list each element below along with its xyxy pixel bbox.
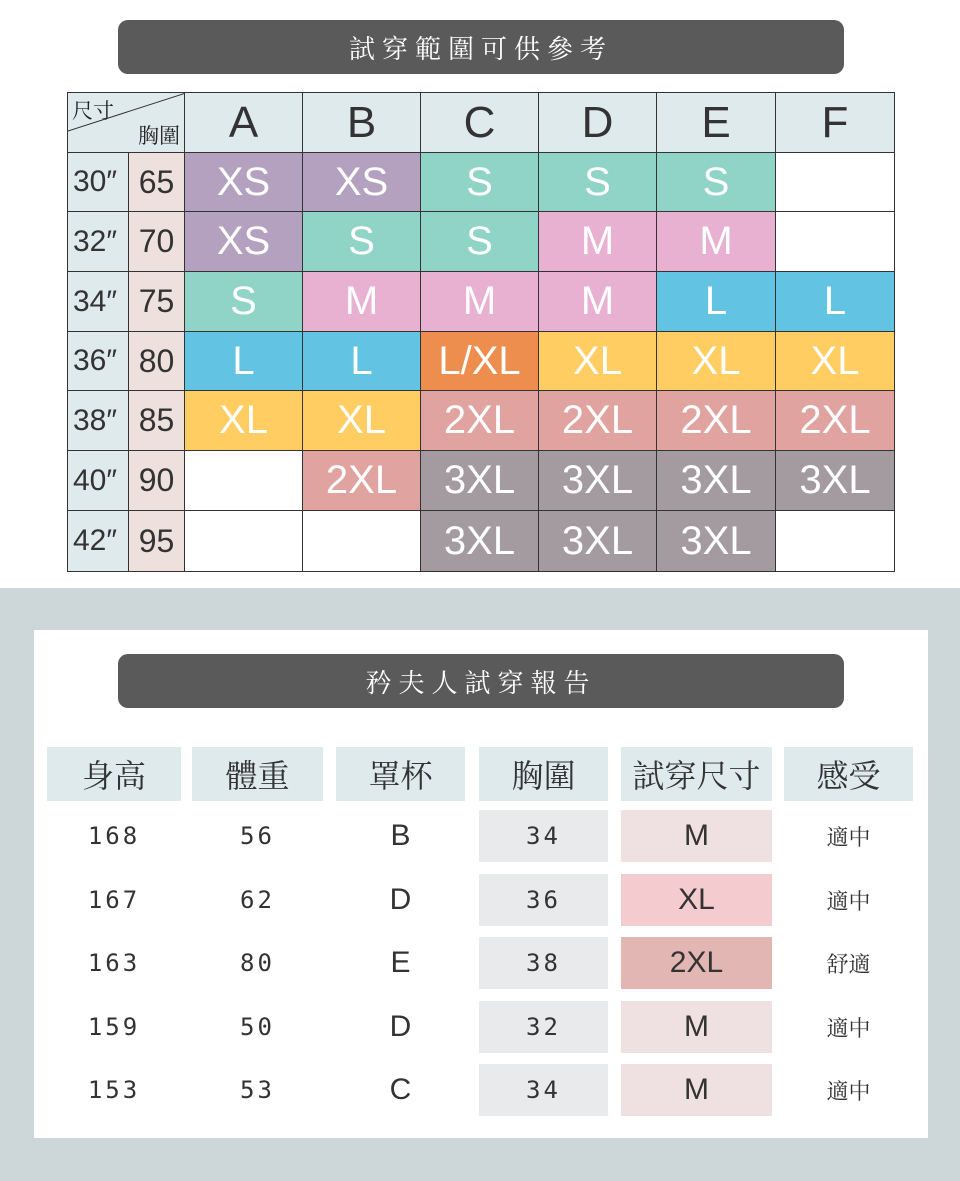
size-cell: 2XL — [302, 450, 421, 511]
cup-value: B — [390, 819, 411, 852]
size-cell: XL — [775, 331, 895, 391]
band-size-label: 36″ — [67, 331, 129, 391]
report-card — [34, 630, 928, 1138]
cup-value: D — [389, 883, 412, 916]
band-size-label: 38″ — [67, 390, 129, 451]
size-cell: 2XL — [656, 390, 776, 451]
size-cell: S — [656, 152, 776, 212]
size-cell: 3XL — [420, 450, 539, 511]
band-size-label: 30″ — [67, 152, 129, 212]
size-cell — [775, 510, 895, 572]
size-cell: 3XL — [656, 450, 776, 511]
size-cell: 2XL — [538, 390, 657, 451]
header-cup: 罩杯 — [336, 747, 465, 801]
size-cell: XL — [302, 390, 421, 451]
feeling-value: 適中 — [826, 825, 871, 851]
corner-label-bust: 胸圍 — [138, 124, 180, 148]
size-cell: S — [538, 152, 657, 212]
height-value: 159 — [87, 1013, 141, 1041]
size-cell: M — [656, 211, 776, 272]
height-value: 153 — [87, 1076, 141, 1104]
band-size-label: 42″ — [67, 510, 129, 572]
feeling-value: 舒適 — [826, 952, 871, 978]
cup-value: D — [389, 1010, 412, 1043]
size-cell: L/XL — [420, 331, 539, 391]
size-cell: XL — [184, 390, 303, 451]
cup-header-b: B — [302, 92, 421, 153]
bust-value: 34 — [479, 810, 608, 862]
weight-value: 56 — [240, 822, 275, 850]
header-fit-size: 試穿尺寸 — [621, 747, 772, 801]
cup-header-a: A — [184, 92, 303, 153]
size-cell: 3XL — [538, 510, 657, 572]
report-section — [0, 588, 960, 1181]
bust-label: 65 — [128, 152, 185, 212]
bust-label: 75 — [128, 271, 185, 332]
size-cell — [184, 450, 303, 511]
size-cell: 2XL — [775, 390, 895, 451]
header-weight: 體重 — [192, 747, 323, 801]
size-chart-table — [67, 92, 894, 571]
size-chart-title: 試穿範圍可供參考 — [118, 20, 844, 74]
size-cell: XS — [302, 152, 421, 212]
cup-header-c: C — [420, 92, 539, 153]
size-cell: 2XL — [420, 390, 539, 451]
weight-value: 53 — [240, 1076, 275, 1104]
size-cell: L — [656, 271, 776, 332]
fit-size-value: M — [621, 1001, 772, 1053]
cup-header-e: E — [656, 92, 776, 153]
fit-size-value: XL — [621, 874, 772, 926]
fit-size-value: M — [621, 810, 772, 862]
size-chart-section — [0, 0, 960, 588]
size-cell: 3XL — [420, 510, 539, 572]
size-cell: S — [302, 211, 421, 272]
size-cell: L — [184, 331, 303, 391]
fit-size-value: M — [621, 1064, 772, 1116]
size-cell: XL — [538, 331, 657, 391]
bust-value: 36 — [479, 874, 608, 926]
bust-value: 38 — [479, 937, 608, 989]
height-value: 167 — [87, 886, 141, 914]
band-size-label: 32″ — [67, 211, 129, 272]
weight-value: 62 — [240, 886, 275, 914]
table-corner — [67, 92, 185, 153]
size-cell — [302, 510, 421, 572]
fit-size-value: 2XL — [621, 937, 772, 989]
size-cell: S — [184, 271, 303, 332]
size-cell: M — [538, 211, 657, 272]
header-feeling: 感受 — [784, 747, 913, 801]
size-cell — [184, 510, 303, 572]
header-bust: 胸圍 — [479, 747, 608, 801]
cup-header-f: F — [775, 92, 895, 153]
size-cell: 3XL — [775, 450, 895, 511]
size-cell: L — [775, 271, 895, 332]
header-height: 身高 — [47, 747, 181, 801]
size-cell — [775, 211, 895, 272]
size-cell: L — [302, 331, 421, 391]
size-cell: M — [420, 271, 539, 332]
cup-value: C — [389, 1073, 412, 1106]
bust-label: 85 — [128, 390, 185, 451]
size-cell: 3XL — [656, 510, 776, 572]
weight-value: 80 — [240, 949, 275, 977]
size-cell: 3XL — [538, 450, 657, 511]
size-cell: S — [420, 152, 539, 212]
cup-value: E — [390, 946, 411, 979]
size-cell: XS — [184, 152, 303, 212]
cup-header-d: D — [538, 92, 657, 153]
corner-label-size: 尺寸 — [72, 99, 114, 123]
size-cell: M — [302, 271, 421, 332]
height-value: 163 — [87, 949, 141, 977]
size-cell: M — [538, 271, 657, 332]
feeling-value: 適中 — [826, 1079, 871, 1105]
weight-value: 50 — [240, 1013, 275, 1041]
size-cell: XS — [184, 211, 303, 272]
bust-label: 95 — [128, 510, 185, 572]
bust-label: 80 — [128, 331, 185, 391]
bust-label: 90 — [128, 450, 185, 511]
bust-value: 32 — [479, 1001, 608, 1053]
size-cell: S — [420, 211, 539, 272]
bust-value: 34 — [479, 1064, 608, 1116]
band-size-label: 34″ — [67, 271, 129, 332]
feeling-value: 適中 — [826, 889, 871, 915]
height-value: 168 — [87, 822, 141, 850]
size-cell: XL — [656, 331, 776, 391]
bust-label: 70 — [128, 211, 185, 272]
size-cell — [775, 152, 895, 212]
report-title: 矜夫人試穿報告 — [118, 654, 844, 708]
band-size-label: 40″ — [67, 450, 129, 511]
feeling-value: 適中 — [826, 1016, 871, 1042]
